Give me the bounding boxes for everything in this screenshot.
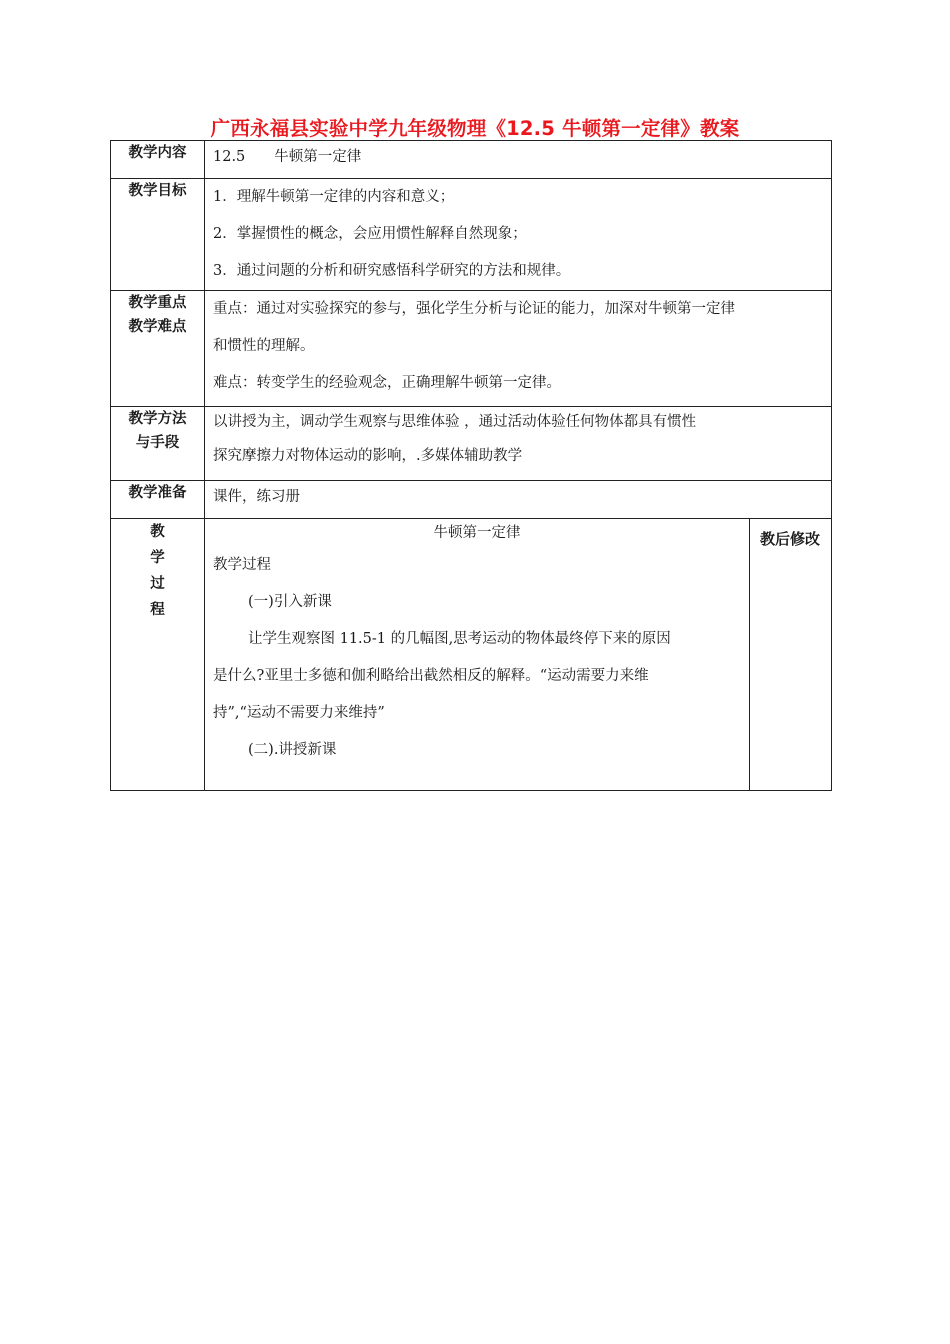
goal-item: 2．掌握惯性的概念，会应用惯性解释自然现象； xyxy=(213,226,527,242)
value-key-points xyxy=(205,291,832,407)
post-class-revision xyxy=(750,519,832,791)
method-line: 以讲授为主，调动学生观察与思维体验 ，通过活动体验任何物体都具有惯性 xyxy=(213,414,697,430)
label-content: 教学内容 xyxy=(111,141,205,179)
label-process-char: 教 xyxy=(150,524,165,540)
value-prep xyxy=(205,481,832,519)
goal-item: 1．理解牛顿第一定律的内容和意义； xyxy=(213,189,455,205)
content-text: 12.5 牛顿第一定律 xyxy=(213,149,362,165)
document-title: 广西永福县实验中学九年级物理《12.5 牛顿第一定律》教案 xyxy=(210,117,740,140)
revision-label: 教后修改 xyxy=(760,530,821,548)
process-heading: 牛顿第一定律 xyxy=(433,525,521,541)
value-process xyxy=(205,519,750,791)
key-line: 难点：转变学生的经验观念，正确理解牛顿第一定律。 xyxy=(213,375,561,391)
label-process xyxy=(111,519,205,791)
label-method-2: 与手段 xyxy=(135,435,180,451)
key-line: 和惯性的理解。 xyxy=(213,338,315,354)
value-goals xyxy=(205,179,832,291)
row-process xyxy=(111,519,832,791)
prep-text: 课件，练习册 xyxy=(213,489,300,505)
lesson-plan-table xyxy=(110,140,832,791)
method-line: 探究摩擦力对物体运动的影响，.多媒体辅助教学 xyxy=(213,448,523,464)
row-content xyxy=(111,141,832,179)
process-paragraph-line: 是什么?亚里士多德和伽利略给出截然相反的解释。“运动需要力来维 xyxy=(213,668,649,684)
row-method xyxy=(111,407,832,481)
value-content xyxy=(205,141,832,179)
process-section-1: (一)引入新课 xyxy=(248,594,332,610)
process-paragraph-line: 让学生观察图 11.5-1 的几幅图,思考运动的物体最终停下来的原因 xyxy=(248,631,671,647)
label-goals: 教学目标 xyxy=(111,179,205,291)
label-prep: 教学准备 xyxy=(111,481,205,519)
process-section-2: (二).讲授新课 xyxy=(248,742,337,758)
label-process-char: 程 xyxy=(150,602,165,618)
row-prep xyxy=(111,481,832,519)
key-line: 重点：通过对实验探究的参与，强化学生分析与论证的能力，加深对牛顿第一定律 xyxy=(213,301,735,317)
label-method xyxy=(111,407,205,481)
row-goals xyxy=(111,179,832,291)
process-subheading: 教学过程 xyxy=(213,557,271,573)
label-key: 教学重点 xyxy=(128,295,187,311)
label-key-points xyxy=(111,291,205,407)
label-process-char: 学 xyxy=(150,550,165,566)
goal-item: 3．通过问题的分析和研究感悟科学研究的方法和规律。 xyxy=(213,263,571,279)
process-paragraph-line: 持”,“运动不需要力来维持” xyxy=(213,705,385,721)
label-method-1: 教学方法 xyxy=(128,411,187,427)
row-key-points xyxy=(111,291,832,407)
label-difficulty: 教学难点 xyxy=(128,319,187,335)
label-process-char: 过 xyxy=(150,576,165,592)
value-method xyxy=(205,407,832,481)
